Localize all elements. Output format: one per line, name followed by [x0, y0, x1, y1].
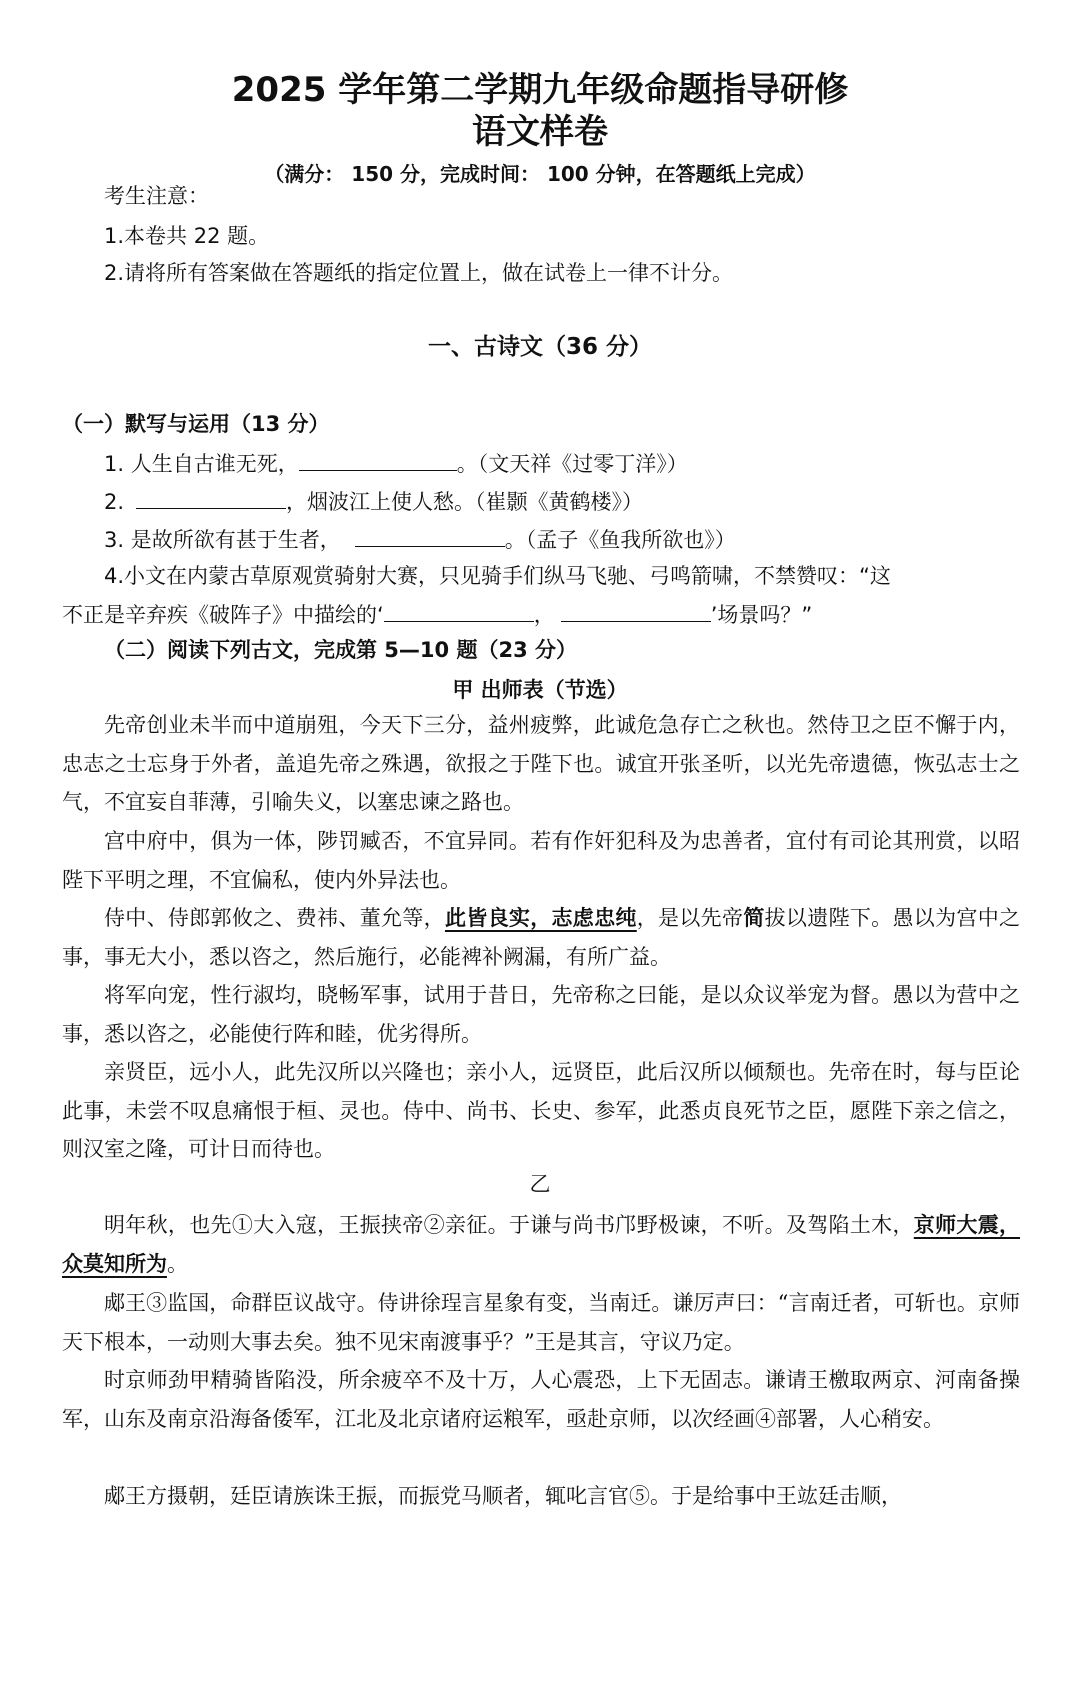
- passage-b-paragraph-3: 时京师劲甲精骑皆陷没，所余疲卒不及十万，人心震恐，上下无固志。谦请王檄取两京、河南备操军，山东及南京沿海备倭军，江北及北京诸府运粮军，亟赴京师，以次经画④部署，人心稍安。: [62, 1368, 1020, 1431]
- answer-blank: [561, 603, 711, 622]
- underlined-sentence: 此皆良实，志虑忠纯: [444, 905, 637, 930]
- question-4-suffix: ’场景吗？”: [710, 603, 813, 627]
- question-2-prefix: 2.: [104, 490, 125, 514]
- question-1: [104, 452, 1010, 475]
- part2-title: （二）阅读下列古文，完成第 5—10 题（23 分）: [104, 638, 577, 662]
- part1-title: （一）默写与运用（13 分）: [62, 412, 330, 436]
- exam-subtitle: 语文样卷: [472, 112, 608, 152]
- passage-b-title: 乙: [529, 1172, 551, 1196]
- question-3-prefix: 3. 是故所欲有甚于生者，: [104, 528, 341, 552]
- answer-blank: [384, 603, 534, 622]
- notice-heading: 考生注意：: [104, 184, 209, 208]
- passage-a-paragraph-1: 先帝创业未半而中道崩殂，今天下三分，益州疲弊，此诚危急存亡之秋也。然侍卫之臣不懈于内，忠志之士忘身于外者，盖追先帝之殊遇，欲报之于陛下也。诚宜开张圣听，以光先帝遗德，恢弘志士之气，不宜妄自菲薄，引喻失义，以塞忠谏之路也。: [62, 713, 1020, 814]
- question-2: [104, 490, 1010, 513]
- passage-b-paragraph-1: [62, 1206, 1020, 1283]
- paragraph-text: 明年秋，也先①大入寇，王振挟帝②亲征。于谦与尚书邝野极谏，不听。及驾陷土木，: [104, 1213, 914, 1237]
- passage-a-paragraph-2: 宫中府中，俱为一体，陟罚臧否，不宜异同。若有作奸犯科及为忠善者，宜付有司论其刑赏，以昭陛下平明之理，不宜偏私，使内外异法也。: [62, 829, 1020, 892]
- passage-b-paragraph-2: 郕王③监国，命群臣议战守。侍讲徐珵言星象有变，当南迁。谦厉声曰：“言南迁者，可斩也。京师天下根本，一动则大事去矣。独不见宋南渡事乎？”王是其言，守议乃定。: [62, 1291, 1020, 1354]
- question-3-suffix: 。（孟子《鱼我所欲也》）: [504, 528, 736, 552]
- question-3: [104, 528, 1010, 551]
- paragraph-text: ，是以先帝: [636, 906, 744, 930]
- passage-a-paragraph-4: 将军向宠，性行淑均，晓畅军事，试用于昔日，先帝称之曰能，是以众议举宠为督。愚以为营中之事，悉以咨之，必能使行阵和睦，优劣得所。: [62, 983, 1020, 1046]
- bold-keyword: 简: [743, 905, 765, 930]
- passage-b-paragraph-4: 郕王方摄朝，廷臣请族诛王振，而振党马顺者，辄叱言官⑤。于是给事中王竑廷击顺，: [104, 1484, 902, 1508]
- answer-blank: [355, 528, 505, 547]
- notice-item-1: 1.本卷共 22 题。: [104, 224, 270, 248]
- question-2-suffix: ，烟波江上使人愁。（崔颢《黄鹤楼》）: [286, 490, 644, 514]
- exam-title: 2025 学年第二学期九年级命题指导研修: [231, 70, 849, 110]
- section-title: 一、古诗文（36 分）: [427, 334, 652, 360]
- underlined-sentence: 京师大震，众莫知所为: [62, 1212, 1021, 1276]
- answer-blank: [299, 452, 457, 471]
- notice-item-2: 2.请将所有答案做在答题纸的指定位置上，做在试卷上一律不计分。: [104, 261, 734, 285]
- passage-a-paragraph-3: [62, 899, 1020, 976]
- question-4-line-2: [62, 603, 1010, 626]
- paragraph-text: 。: [167, 1251, 188, 1276]
- passage-a-title: 甲 出师表（节选）: [452, 678, 628, 702]
- passage-a-paragraph-5: 亲贤臣，远小人，此先汉所以兴隆也；亲小人，远贤臣，此后汉所以倾颓也。先帝在时，每与臣论此事，未尝不叹息痛恨于桓、灵也。侍中、尚书、长史、参军，此悉贞良死节之臣，愿陛下亲之信之，则汉室之隆，可计日而待也。: [62, 1060, 1020, 1161]
- question-1-prefix: 1. 人生自古谁无死，: [104, 452, 299, 476]
- answer-blank: [136, 490, 286, 509]
- question-4-line-1: 4.小文在内蒙古草原观赏骑射大赛，只见骑手们纵马飞驰、弓鸣箭啸，不禁赞叹：“这: [104, 564, 891, 588]
- paragraph-text: 侍中、侍郎郭攸之、费祎、董允等，: [104, 906, 445, 930]
- question-4-prefix: 不正是辛弃疾《破阵子》中描绘的‘: [62, 603, 384, 627]
- question-1-suffix: 。（文天祥《过零丁洋》）: [456, 452, 688, 476]
- question-4-mid: ，: [533, 603, 555, 627]
- paragraph-text: 拔以遗陛下。愚以为宫中之事，事无大小，悉以咨之，然后施行，必能裨补阙漏，有所广益。: [62, 906, 1021, 969]
- exam-info: （满分： 150 分，完成时间： 100 分钟，在答题纸上完成）: [264, 162, 816, 186]
